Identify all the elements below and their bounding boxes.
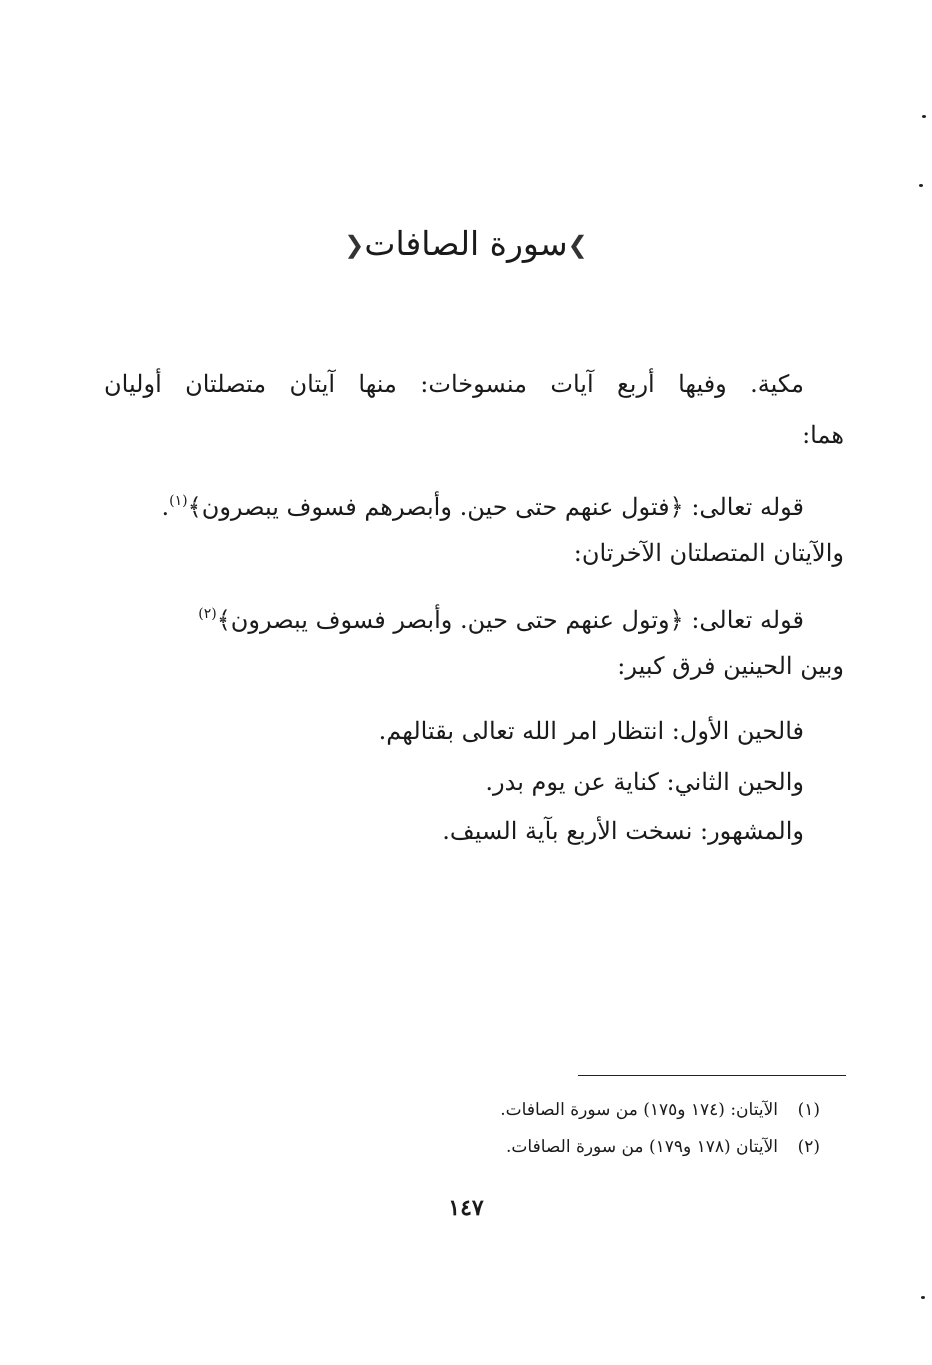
footnote-ref-2: (٢) bbox=[198, 606, 217, 622]
ornament-left-icon: ❮ bbox=[344, 231, 365, 259]
paragraph-abrogation: والمشهور: نسخت الأربع بآية السيف. bbox=[442, 817, 804, 845]
verse-1-period: . bbox=[161, 493, 170, 521]
scan-speck bbox=[919, 184, 923, 187]
verse-2-text: قوله تعالى: ﴿وتول عنهم حتى حين. وأبصر فسوف يبصرون﴾ bbox=[216, 606, 804, 634]
ornament-right-icon: ❯ bbox=[567, 231, 588, 259]
footnote-ref-1: (١) bbox=[169, 493, 188, 509]
scan-speck bbox=[921, 1296, 925, 1299]
footnote-1-number: (١) bbox=[797, 1100, 820, 1120]
paragraph-transition: والآيتان المتصلتان الآخرتان: bbox=[573, 539, 844, 567]
footnote-1-text: الآيتان: (١٧٤ و١٧٥) من سورة الصافات. bbox=[500, 1100, 778, 1120]
footnote-divider bbox=[578, 1075, 846, 1076]
footnote-2-number: (٢) bbox=[797, 1137, 820, 1157]
footnote-2 bbox=[506, 1133, 820, 1161]
paragraph-intro-line-2: هما: bbox=[802, 421, 844, 449]
surah-title-text: سورة الصافات bbox=[364, 224, 568, 263]
paragraph-first-time: فالحين الأول: انتظار امر الله تعالى بقتالهم. bbox=[378, 717, 804, 745]
paragraph-second-time: والحين الثاني: كناية عن يوم بدر. bbox=[485, 768, 804, 796]
surah-title bbox=[0, 222, 932, 267]
verse-2-line bbox=[198, 594, 804, 640]
footnote-1 bbox=[500, 1096, 820, 1124]
footnote-2-text: الآيتان (١٧٨ و١٧٩) من سورة الصافات. bbox=[506, 1137, 778, 1157]
verse-1-line bbox=[162, 481, 804, 527]
scan-speck bbox=[922, 115, 926, 118]
verse-1-text: قوله تعالى: ﴿فتول عنهم حتى حين. وأبصرهم فسوف يبصرون﴾ bbox=[187, 493, 804, 521]
page-number: ١٤٧ bbox=[448, 1195, 484, 1221]
paragraph-difference: وبين الحينين فرق كبير: bbox=[617, 652, 844, 680]
paragraph-intro-line-1: مكية. وفيها أربع آيات منسوخات: منها آيتان متصلتان أوليان bbox=[104, 370, 804, 398]
